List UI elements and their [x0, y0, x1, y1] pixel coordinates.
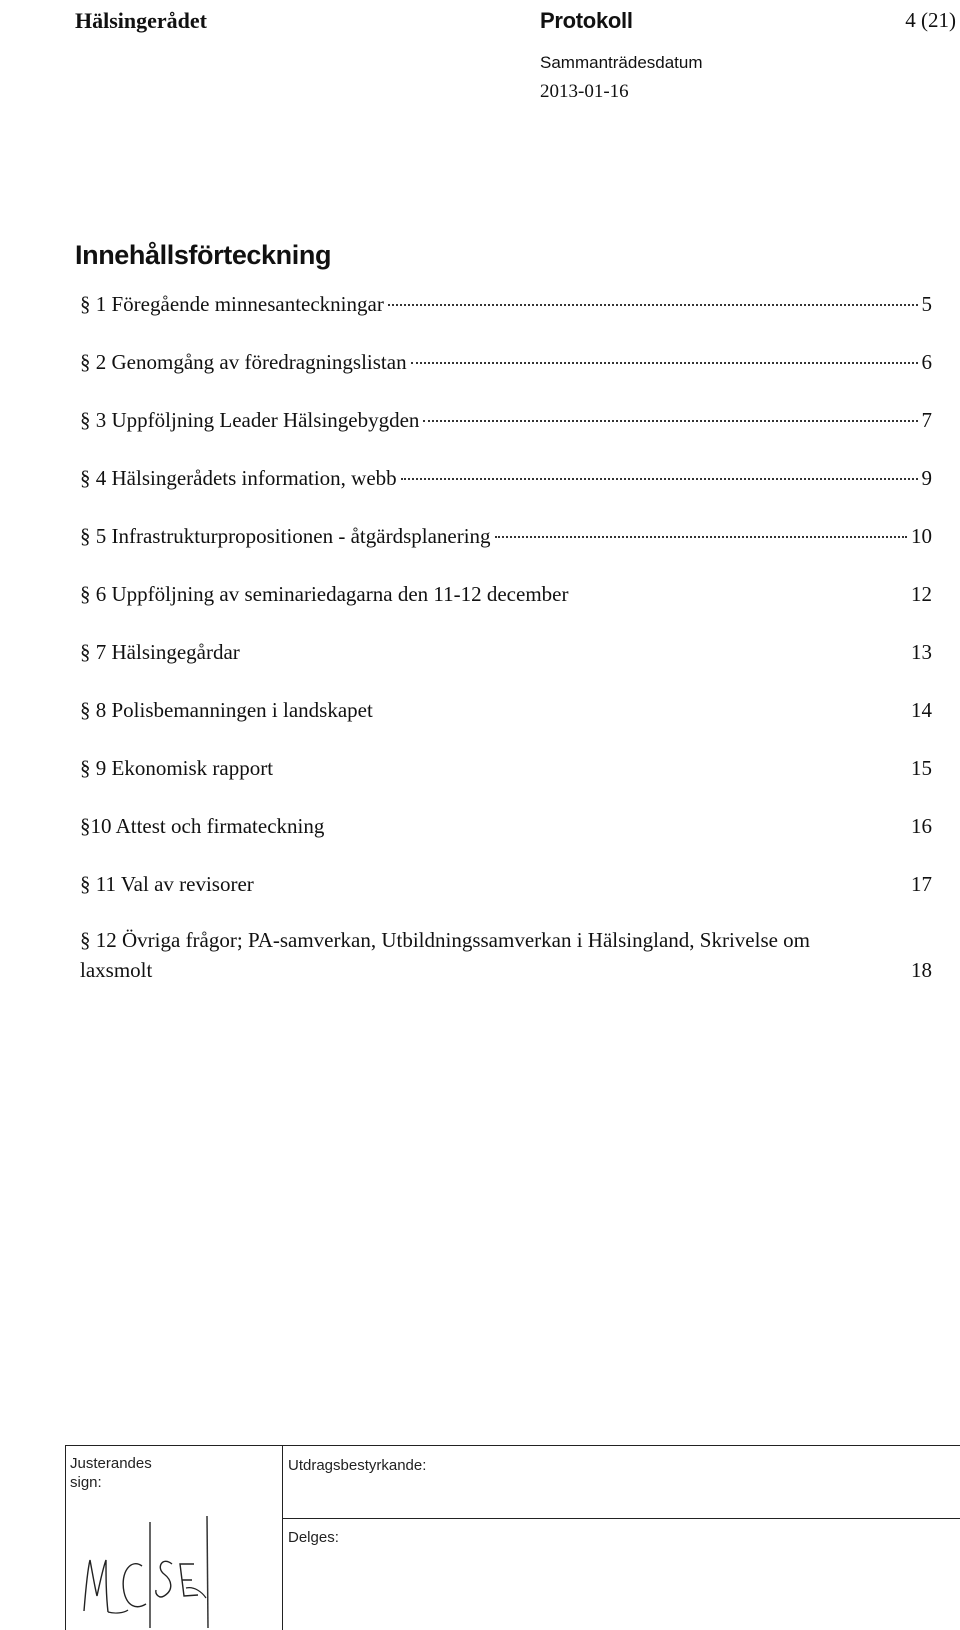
sign-text: sign: — [70, 1474, 102, 1491]
toc-entry-multiline — [80, 925, 940, 985]
toc-entry-page: 17 — [911, 872, 932, 896]
toc-entry-section-line2: laxsmolt — [80, 958, 153, 982]
page-number: 4 (21) — [905, 8, 956, 32]
toc-entry-page: 10 — [911, 524, 932, 548]
footer-divider — [282, 1446, 283, 1630]
toc-entry-section: § 9 Ekonomisk rapport — [80, 756, 274, 780]
toc-entry — [80, 408, 932, 466]
handwritten-initials — [68, 1516, 280, 1630]
toc-entry-section: § 5 Infrastrukturpropositionen - åtgärdsplanering — [80, 524, 491, 548]
toc-entry-section-line1: § 12 Övriga frågor; PA-samverkan, Utbildningssamverkan i Hälsingland, Skrivelse om — [80, 928, 811, 952]
meeting-date: 2013-01-16 — [540, 81, 629, 102]
toc-entry — [80, 756, 932, 814]
toc-title: Innehållsförteckning — [75, 240, 332, 270]
toc-entry-section: § 6 Uppföljning av seminariedagarna den 11-12 december — [80, 582, 569, 606]
toc-entry-page: 16 — [911, 814, 932, 838]
justerandes-label — [70, 1454, 152, 1492]
toc-entry-page: 15 — [911, 756, 932, 780]
toc-entry-section: § 1 Föregående minnesanteckningar — [80, 292, 384, 316]
toc-entry-section: § 7 Hälsingegårdar — [80, 640, 240, 664]
toc-entry — [80, 350, 932, 408]
dot-leader — [401, 478, 918, 480]
table-of-contents — [80, 292, 932, 930]
footer-divider — [282, 1518, 960, 1519]
toc-entry-section: § 4 Hälsingerådets information, webb — [80, 466, 397, 490]
toc-entry — [80, 698, 932, 756]
toc-entry — [80, 292, 932, 350]
toc-entry-page: 5 — [921, 292, 932, 316]
toc-entry-page: 7 — [921, 408, 932, 432]
toc-entry-section: §10 Attest och firmateckning — [80, 814, 325, 838]
toc-entry-page: 13 — [911, 640, 932, 664]
date-label: Sammanträdesdatum — [540, 53, 703, 72]
justerandes-text: Justerandes — [70, 1455, 152, 1472]
toc-entry — [80, 814, 932, 872]
toc-entry-page: 12 — [911, 582, 932, 606]
toc-entry-section: § 2 Genomgång av föredragningslistan — [80, 350, 407, 374]
toc-entry-section: § 3 Uppföljning Leader Hälsingebygden — [80, 408, 420, 432]
delges-label: Delges: — [288, 1529, 339, 1546]
dot-leader — [423, 420, 917, 422]
toc-entry — [80, 640, 932, 698]
dot-leader — [411, 362, 918, 364]
toc-entry-section: § 11 Val av revisorer — [80, 872, 254, 896]
organization-name: Hälsingerådet — [75, 8, 207, 33]
footer-signature-box — [65, 1445, 960, 1630]
toc-entry — [80, 524, 932, 582]
toc-entry-page: 14 — [911, 698, 932, 722]
dot-leader — [495, 536, 907, 538]
toc-entry-section: § 8 Polisbemanningen i landskapet — [80, 698, 373, 722]
utdragsbestyrkande-label: Utdragsbestyrkande: — [288, 1457, 427, 1474]
toc-entry — [80, 582, 932, 640]
document-type: Protokoll — [540, 8, 633, 33]
toc-entry-page: 6 — [921, 350, 932, 374]
toc-entry — [80, 872, 932, 930]
toc-entry-page: 18 — [911, 958, 932, 982]
toc-entry — [80, 466, 932, 524]
toc-entry-page: 9 — [921, 466, 932, 490]
dot-leader — [388, 304, 918, 306]
